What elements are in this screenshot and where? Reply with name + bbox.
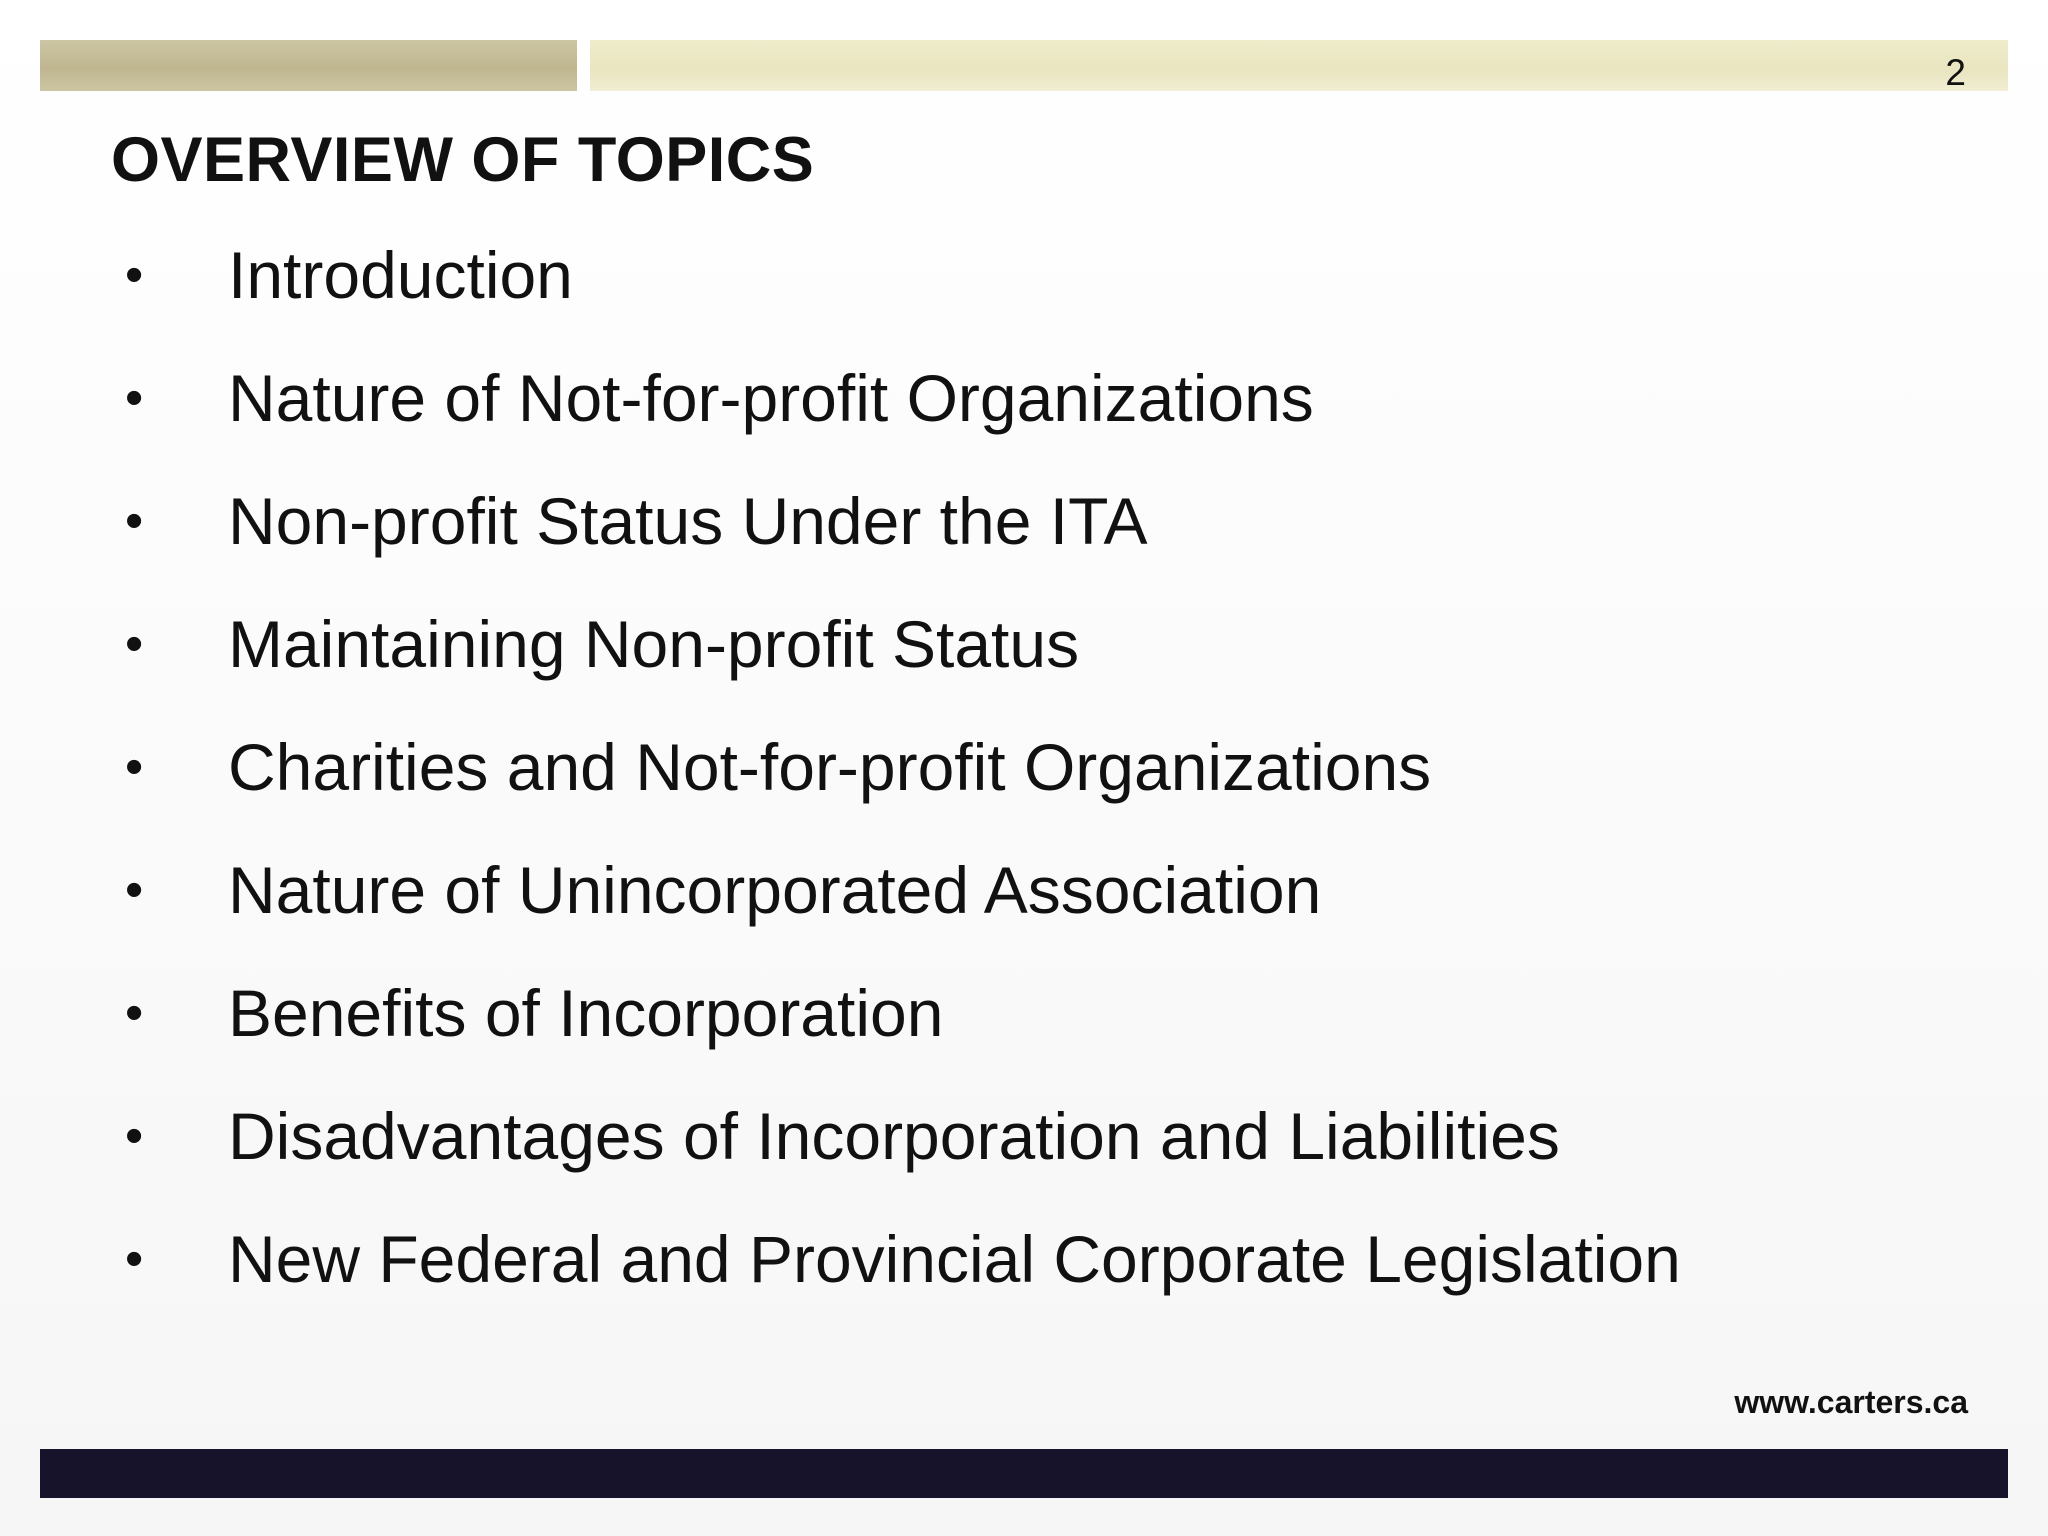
slide-title: OVERVIEW OF TOPICS [111, 125, 815, 195]
topic-label: Nature of Unincorporated Association [228, 853, 1322, 927]
bullet-icon: • [125, 246, 144, 304]
bullet-icon: • [125, 1107, 144, 1165]
topic-label: Nature of Not-for-profit Organizations [228, 361, 1314, 435]
bullet-icon: • [125, 861, 144, 919]
bullet-icon: • [125, 984, 144, 1042]
bullet-icon: • [125, 492, 144, 550]
website-link[interactable]: www.carters.ca [1734, 1384, 1968, 1420]
topic-label: New Federal and Provincial Corporate Legislation [228, 1222, 1681, 1296]
bullet-icon: • [125, 1230, 144, 1288]
topic-label: Charities and Not-for-profit Organizations [228, 730, 1432, 804]
bullet-icon: • [125, 369, 144, 427]
topic-label: Maintaining Non-profit Status [228, 607, 1080, 681]
page-number: 2 [1945, 52, 1966, 93]
topic-label: Benefits of Incorporation [228, 976, 944, 1050]
bullet-icon: • [125, 738, 144, 796]
bullet-icon: • [125, 615, 144, 673]
header-bar-left [40, 40, 577, 91]
topic-label: Disadvantages of Incorporation and Liabilities [228, 1099, 1560, 1173]
topic-label: Introduction [228, 238, 573, 312]
topic-label: Non-profit Status Under the ITA [228, 484, 1148, 558]
header-bar-right [590, 40, 2008, 91]
footer-bar [40, 1449, 2008, 1498]
